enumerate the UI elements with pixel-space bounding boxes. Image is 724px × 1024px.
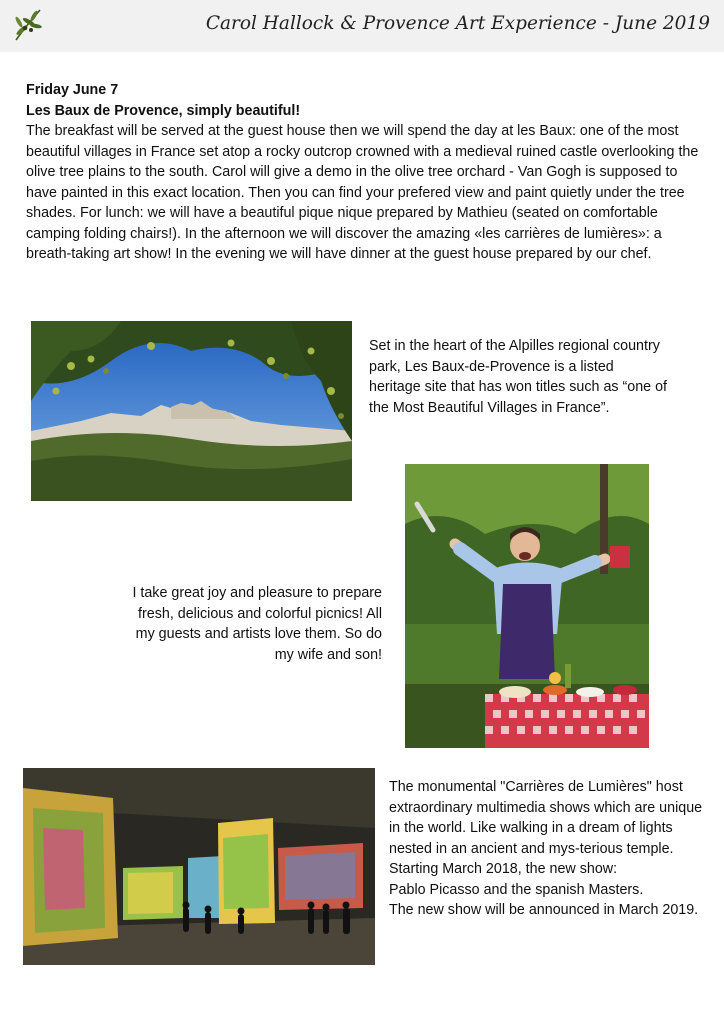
day-description	[26, 80, 706, 265]
document-title: Carol Hallock & Provence Art Experience - June 2019	[205, 13, 710, 34]
day-heading: Les Baux de Provence, simply beautiful!	[26, 102, 301, 119]
carrieres-de-lumieres-photo	[23, 768, 375, 965]
les-baux-caption: Set in the heart of the Alpilles regional country park, Les Baux-de-Provence is a listed heritage site that has won titles such as “one of the Most Beautiful Villages in France”.	[369, 338, 668, 416]
day-date: Friday June 7	[26, 82, 119, 98]
carrieres-caption	[389, 777, 714, 921]
page-header	[0, 0, 724, 52]
les-baux-photo	[31, 321, 352, 501]
picnic-caption: I take great joy and pleasure to prepare fresh, delicious and colorful picnics! All my guests and artists love them. So do my wife and son!	[132, 585, 382, 663]
carrieres-description: The monumental "Carrières de Lumières" host extraordinary multimedia shows which are unique in the world. Like walking in a dream of lights nested in an ancient and mys-terious temple.	[389, 779, 703, 857]
day-body: The breakfast will be served at the guest house then we will spend the day at les Baux: one of the most beautiful villages in France set atop a rocky outcrop crowned with a medieval ruined castle overlooking the olive tree plains to the south. Carol will give a demo in the olive tree orchard - Van Gogh is supposed to have painted in this exact location. Then you can find your prefered view and paint quietly under the tree shades. For lunch: we will have a beautiful pique nique prepared by Mathieu (seated on comfortable camping folding chairs!). In the afternoon we will discover the amazing «les carrières de lumières»: a breath-taking art show! In the evening we will have dinner at the guest house prepared by our chef.	[26, 123, 699, 262]
chef-picnic-photo	[405, 464, 649, 748]
carrieres-show-title: Pablo Picasso and the spanish Masters.	[389, 881, 644, 898]
olive-branch-icon	[10, 4, 46, 44]
carrieres-show-intro: Starting March 2018, the new show:	[389, 861, 618, 877]
carrieres-next-show: The new show will be announced in March 2019.	[389, 902, 699, 918]
